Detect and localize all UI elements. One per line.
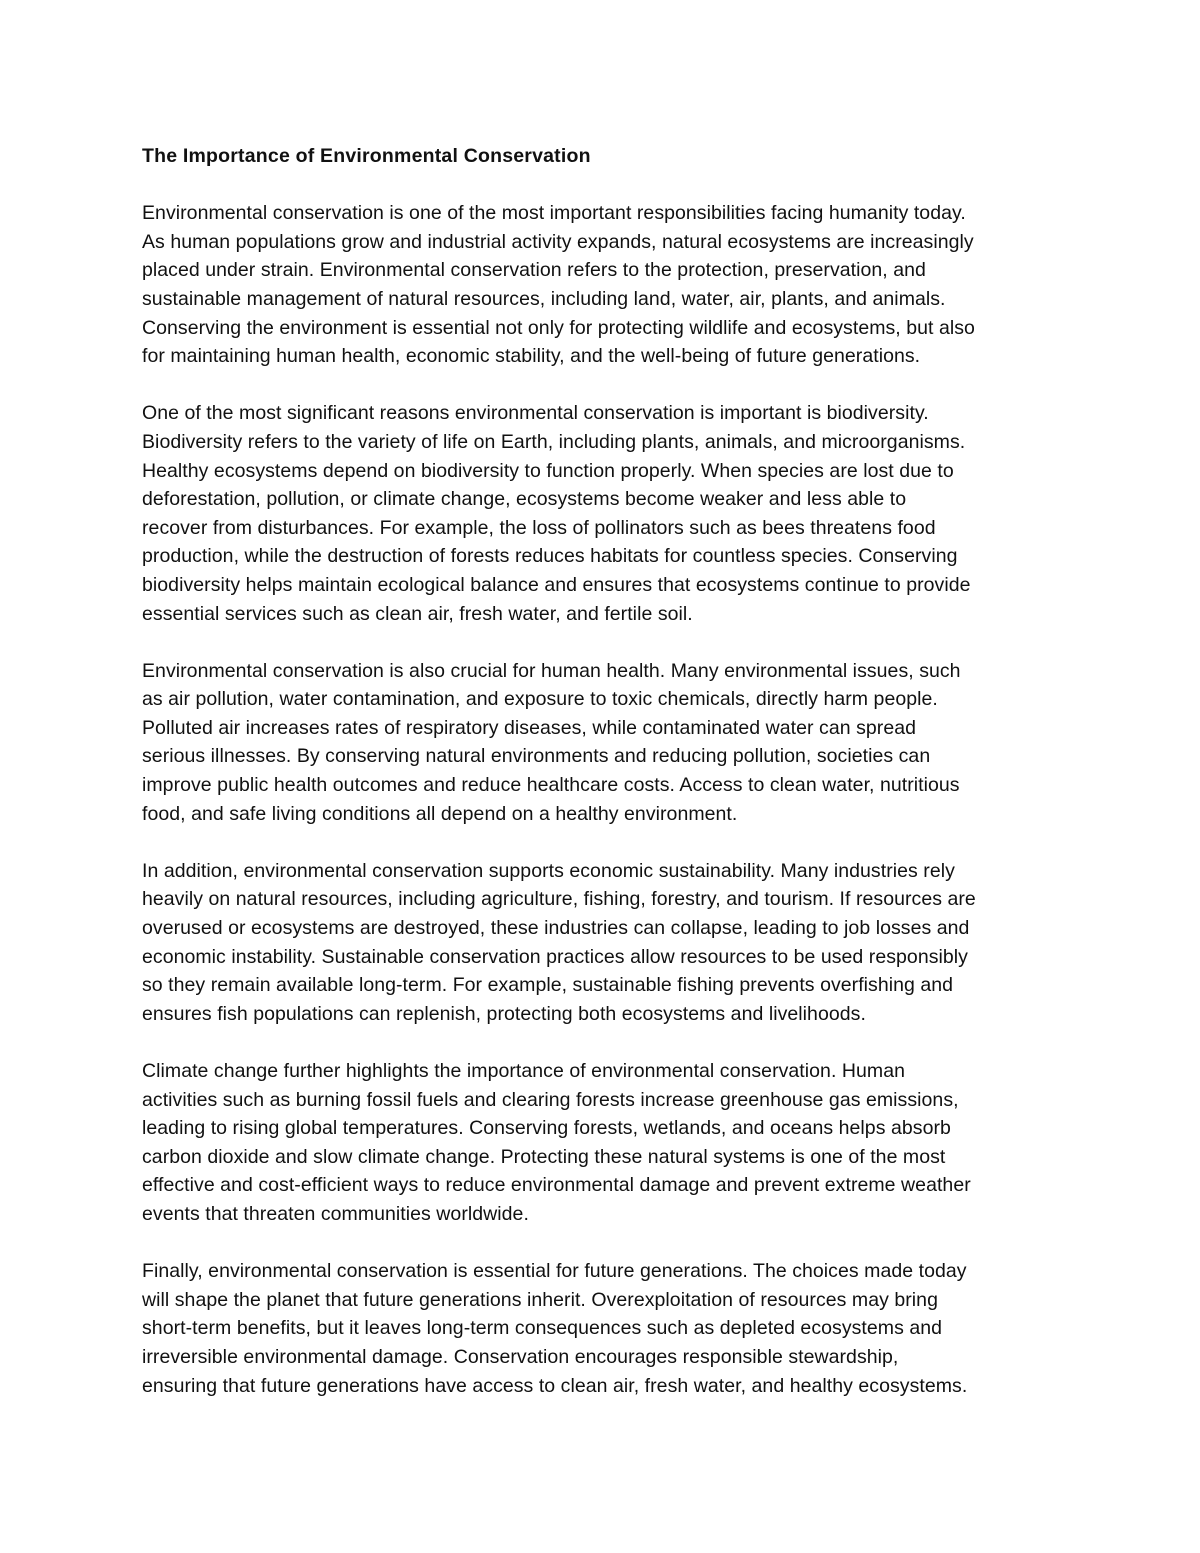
paragraph-line: will shape the planet that future generations inherit. Overexploitation of resources may bring — [142, 1288, 938, 1311]
paragraph-line: Biodiversity refers to the variety of life on Earth, including plants, animals, and microorganisms. — [142, 430, 966, 453]
paragraph-line: for maintaining human health, economic stability, and the well-being of future generations. — [142, 345, 921, 368]
paragraph-future-generations — [142, 1257, 1067, 1400]
paragraph-line: Finally, environmental conservation is essential for future generations. The choices made today — [142, 1260, 967, 1283]
paragraph-human-health — [142, 657, 1067, 829]
paragraph-line: ensures fish populations can replenish, protecting both ecosystems and livelihoods. — [142, 1002, 866, 1025]
paragraph-introduction — [142, 199, 1067, 371]
paragraph-line: overused or ecosystems are destroyed, these industries can collapse, leading to job losses and — [142, 917, 970, 940]
paragraph-line: economic instability. Sustainable conservation practices allow resources to be used responsibly — [142, 945, 968, 968]
paragraph-line: Environmental conservation is one of the most important responsibilities facing humanity today. — [142, 202, 966, 225]
paragraph-climate-change — [142, 1057, 1067, 1229]
paragraph-line: food, and safe living conditions all depend on a healthy environment. — [142, 802, 738, 825]
paragraph-line: production, while the destruction of forests reduces habitats for countless species. Conserving — [142, 545, 958, 568]
paragraph-line: improve public health outcomes and reduce healthcare costs. Access to clean water, nutritious — [142, 774, 960, 797]
paragraph-line: One of the most significant reasons environmental conservation is important is biodiversity. — [142, 402, 929, 425]
paragraph-line: As human populations grow and industrial activity expands, natural ecosystems are increasingly — [142, 230, 974, 253]
paragraph-line: In addition, environmental conservation supports economic sustainability. Many industries rely — [142, 859, 955, 882]
document-body — [142, 142, 1067, 1400]
paragraph-line: Environmental conservation is also crucial for human health. Many environmental issues, such — [142, 659, 961, 682]
paragraph-line: effective and cost-efficient ways to reduce environmental damage and prevent extreme weather — [142, 1174, 971, 1197]
paragraph-line: recover from disturbances. For example, the loss of pollinators such as bees threatens food — [142, 516, 936, 539]
document-title: The Importance of Environmental Conservation — [142, 145, 591, 167]
paragraph-line: short-term benefits, but it leaves long-term consequences such as depleted ecosystems and — [142, 1317, 943, 1340]
paragraph-line: carbon dioxide and slow climate change. Protecting these natural systems is one of the most — [142, 1145, 946, 1168]
paragraph-line: biodiversity helps maintain ecological balance and ensures that ecosystems continue to provide — [142, 573, 971, 596]
paragraph-line: deforestation, pollution, or climate change, ecosystems become weaker and less able to — [142, 488, 907, 511]
paragraph-line: irreversible environmental damage. Conservation encourages responsible stewardship, — [142, 1345, 899, 1368]
paragraph-line: Healthy ecosystems depend on biodiversity to function properly. When species are lost due to — [142, 459, 954, 482]
paragraph-line: sustainable management of natural resources, including land, water, air, plants, and animals. — [142, 287, 946, 310]
paragraph-line: ensuring that future generations have access to clean air, fresh water, and healthy ecosystems. — [142, 1374, 968, 1397]
paragraph-line: so they remain available long-term. For example, sustainable fishing prevents overfishing and — [142, 974, 954, 997]
paragraph-line: as air pollution, water contamination, and exposure to toxic chemicals, directly harm people. — [142, 688, 938, 711]
paragraph-line: placed under strain. Environmental conservation refers to the protection, preservation, and — [142, 259, 926, 282]
paragraph-line: activities such as burning fossil fuels and clearing forests increase greenhouse gas emissions, — [142, 1088, 959, 1111]
paragraph-line: Conserving the environment is essential not only for protecting wildlife and ecosystems, but also — [142, 316, 975, 339]
paragraph-line: leading to rising global temperatures. Conserving forests, wetlands, and oceans helps absorb — [142, 1117, 951, 1140]
paragraph-line: Climate change further highlights the importance of environmental conservation. Human — [142, 1060, 905, 1082]
paragraph-biodiversity — [142, 399, 1067, 628]
paragraph-line: heavily on natural resources, including agriculture, fishing, forestry, and tourism. If resources are — [142, 888, 976, 911]
paragraph-economic-sustainability — [142, 857, 1067, 1029]
paragraph-line: Polluted air increases rates of respiratory diseases, while contaminated water can spread — [142, 716, 917, 739]
paragraph-line: essential services such as clean air, fresh water, and fertile soil. — [142, 602, 693, 625]
paragraph-line: events that threaten communities worldwide. — [142, 1202, 529, 1225]
paragraph-line: serious illnesses. By conserving natural environments and reducing pollution, societies can — [142, 745, 931, 768]
